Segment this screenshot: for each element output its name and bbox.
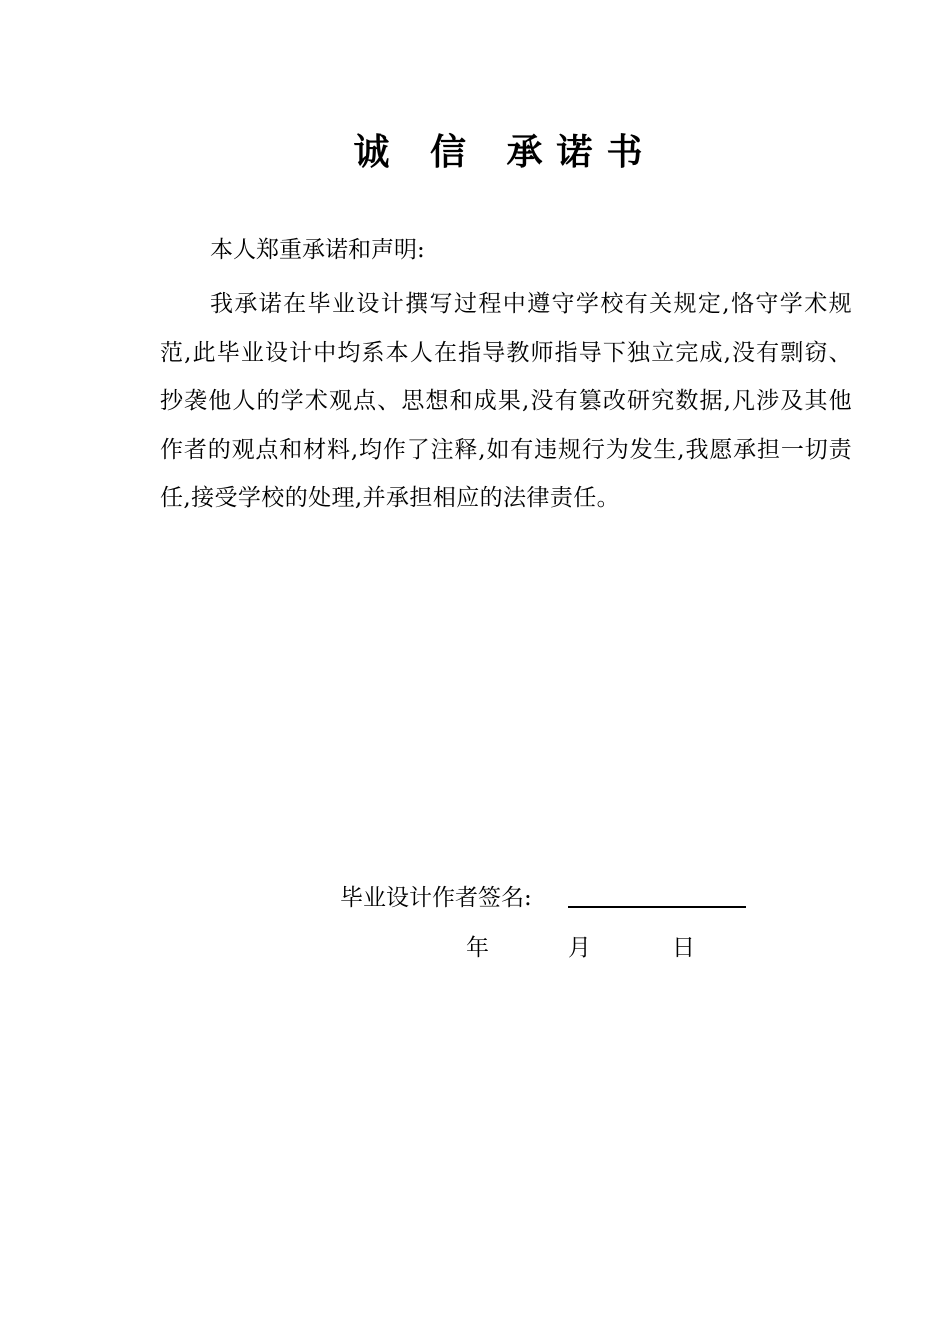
date-month-label: 月 [568,935,591,961]
date-day-label: 日 [672,935,695,961]
signature-line [568,906,746,908]
intro-statement: 本人郑重承诺和声明: [210,237,425,263]
signature-label: 毕业设计作者签名: [340,885,532,911]
pledge-paragraph: 我承诺在毕业设计撰写过程中遵守学校有关规定,恪守学术规范,此毕业设计中均系本人在指导教师指导下独立完成,没有剽窃、抄袭他人的学术观点、思想和成果,没有篡改研究数据,凡涉及其他作者的观点和材料,均作了注释,如有违规行为发生,我愿承担一切责任,接受学校的处理,并承担相应的法律责任。 [160,291,852,511]
date-year-label: 年 [466,935,489,961]
page-title: 诚 信 承诺书 [353,131,657,173]
signature-row [340,880,760,916]
